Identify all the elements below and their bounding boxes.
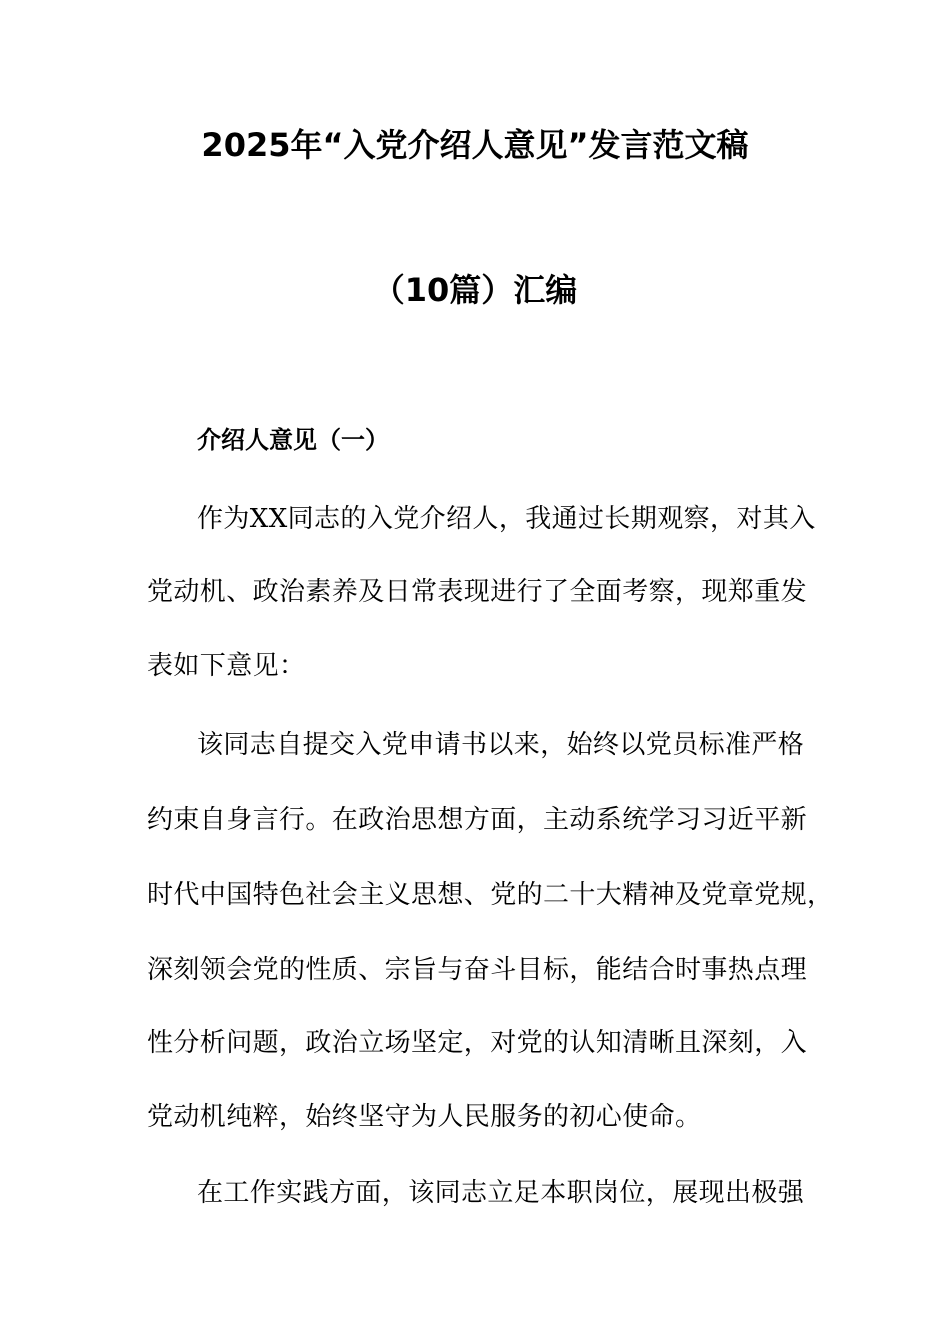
body-line: 时代中国特色社会主义思想、党的二十大精神及党章党规， xyxy=(147,880,834,910)
body-line: 该同志自提交入党申请书以来，始终以党员标准严格 xyxy=(197,730,805,760)
document-title-line-2: （10篇）汇编 xyxy=(372,271,578,309)
body-line: 党动机纯粹，始终坚守为人民服务的初心使命。 xyxy=(147,1102,702,1132)
body-line: 性分析问题，政治立场坚定，对党的认知清晰且深刻，入 xyxy=(147,1028,808,1058)
body-line: 在工作实践方面，该同志立足本职岗位，展现出极强 xyxy=(197,1178,805,1208)
body-line: 党动机、政治素养及日常表现进行了全面考察，现郑重发 xyxy=(147,577,808,607)
document-title-line-1: 2025年“入党介绍人意见”发言范文稿 xyxy=(201,126,749,164)
body-line: 约束自身言行。在政治思想方面，主动系统学习习近平新 xyxy=(147,805,808,835)
body-line: 表如下意见： xyxy=(147,651,306,681)
section-heading: 介绍人意见（一） xyxy=(197,426,389,454)
body-line: 作为XX同志的入党介绍人，我通过长期观察，对其入 xyxy=(197,504,816,534)
body-line: 深刻领会党的性质、宗旨与奋斗目标，能结合时事热点理 xyxy=(147,955,808,985)
